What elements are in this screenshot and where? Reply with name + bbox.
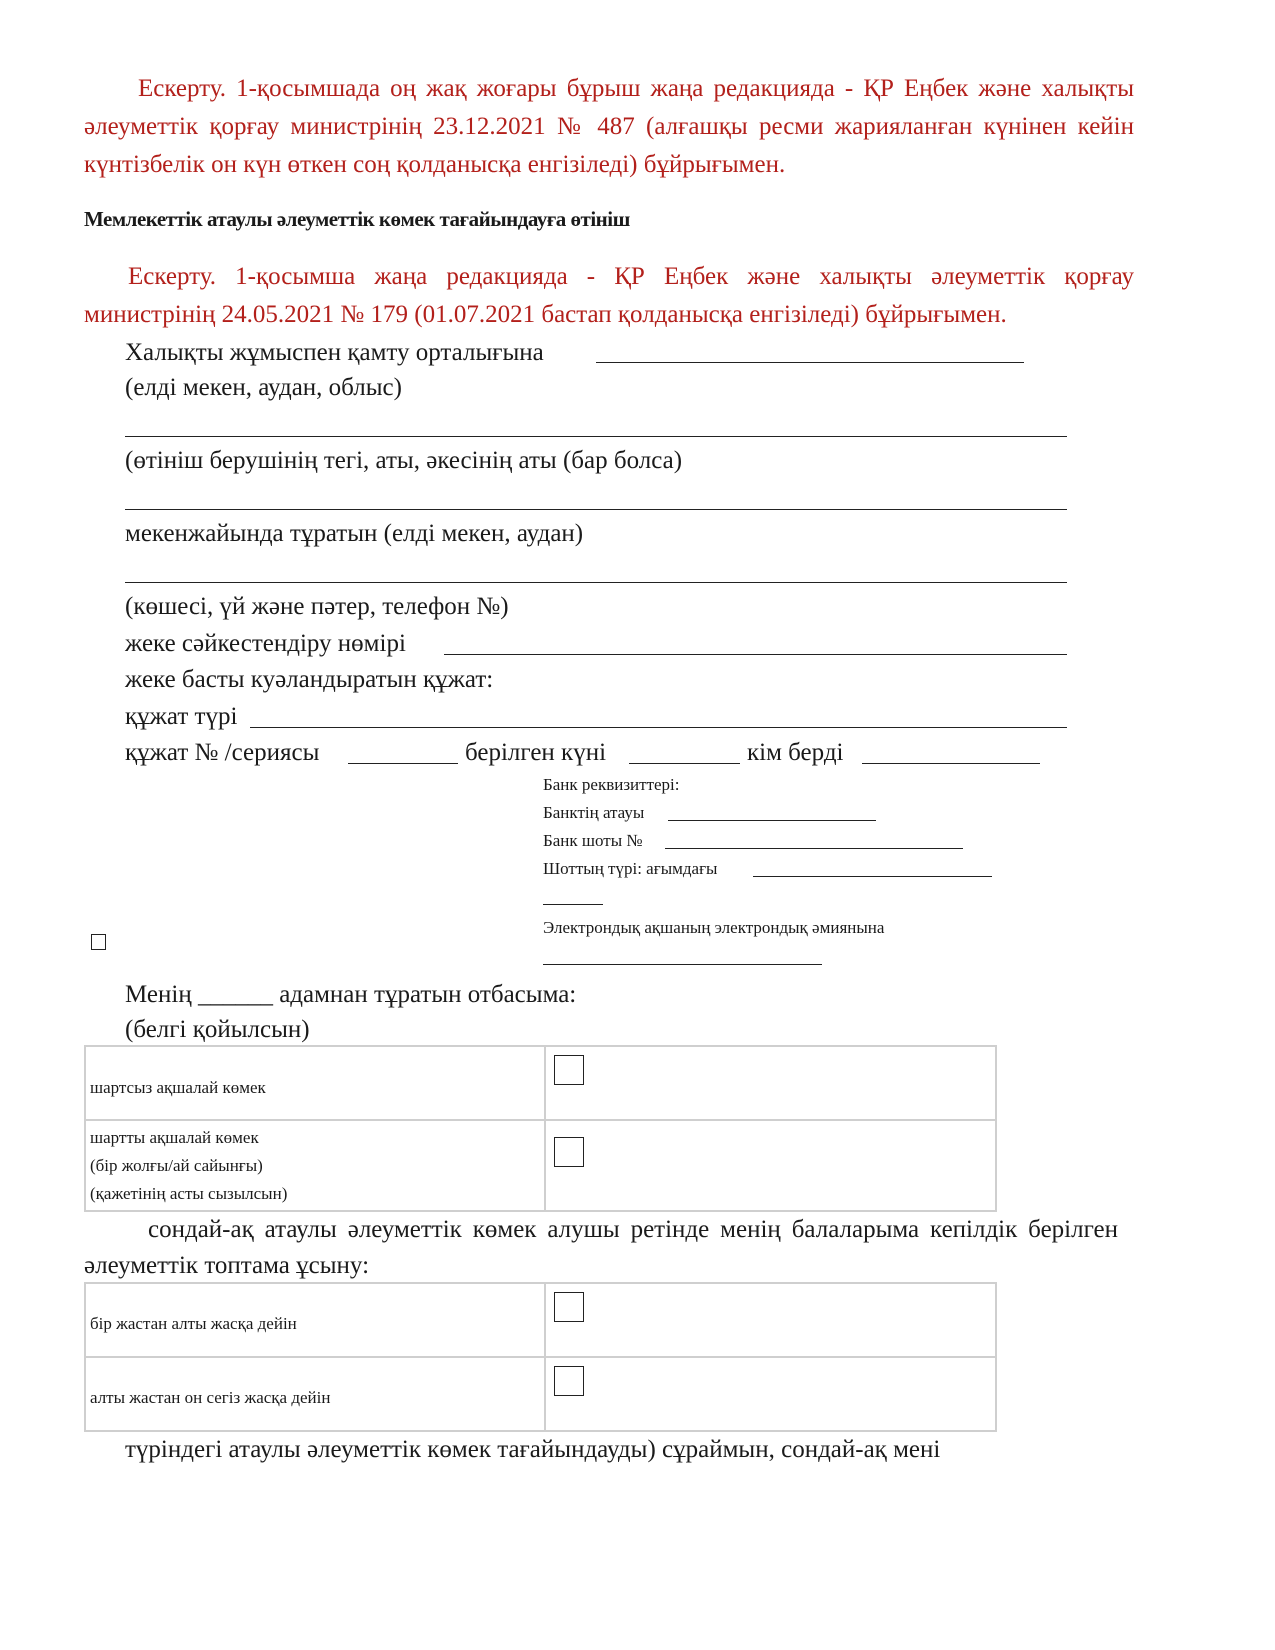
doc-number-label: құжат № /сериясы bbox=[125, 739, 320, 766]
applicant-name-field[interactable] bbox=[125, 436, 1067, 437]
account-field[interactable] bbox=[665, 848, 963, 849]
aid-option-label-line: (қажетінің асты сызылсын) bbox=[90, 1183, 288, 1203]
bank-name-field[interactable] bbox=[668, 820, 876, 821]
aid-option-label bbox=[85, 1046, 545, 1120]
ewallet-label: Электрондық ақшаның электрондық әмиянына bbox=[543, 918, 885, 937]
aid-option-label bbox=[85, 1120, 545, 1211]
address-field[interactable] bbox=[125, 509, 1067, 510]
closing-text: түріндегі атаулы әлеуметтік көмек тағайындауды) сұраймын, сондай-ақ мені bbox=[125, 1436, 941, 1463]
iin-label: жеке сәйкестендіру нөмірі bbox=[125, 630, 406, 657]
center-field[interactable] bbox=[596, 362, 1024, 363]
doc-type-label: құжат түрі bbox=[125, 703, 238, 730]
age-1-6-checkbox[interactable] bbox=[554, 1292, 584, 1322]
ewallet-field[interactable] bbox=[543, 964, 822, 965]
page-title: Мемлекеттік атаулы әлеуметтік көмек тағайындауға өтініш bbox=[84, 207, 630, 231]
amendment-note-2: Ескерту. 1-қосымша жаңа редакцияда - ҚР Еңбек және халықты әлеуметтік қорғау министрінің 24.05.2021 № 179 (01.07.2021 бастап қолданысқа енгізіледі) бұйрығымен. bbox=[84, 263, 1134, 328]
aid-option-label-line: шартсыз ақшалай көмек bbox=[90, 1078, 266, 1097]
doc-type-field[interactable] bbox=[250, 727, 1067, 728]
aid-option-row bbox=[85, 1120, 996, 1211]
age-options-table bbox=[84, 1282, 997, 1432]
age-option-label bbox=[85, 1357, 545, 1431]
bank-header: Банк реквизиттері: bbox=[543, 775, 680, 794]
aid-option-row bbox=[85, 1046, 996, 1120]
bank-name-label: Банктің атауы bbox=[543, 803, 645, 822]
aid-options-table bbox=[84, 1045, 997, 1212]
age-option-row bbox=[85, 1283, 996, 1357]
age-option-row bbox=[85, 1357, 996, 1431]
issue-date-field[interactable] bbox=[629, 763, 740, 764]
amendment-note-1: Ескерту. 1-қосымшада оң жақ жоғары бұрыш жаңа редакцияда - ҚР Еңбек және халықты әлеуметтік қорғау министрінің 23.12.2021 № 487 (алғашқы ресми жарияланған күнінен кейін күнтізбелік он күн өткен соң қолданысқа енгізіледі) бұйрығымен. bbox=[84, 75, 1134, 178]
ewallet-checkbox[interactable] bbox=[91, 934, 106, 950]
street-field[interactable] bbox=[125, 582, 1067, 583]
age-6-18-checkbox[interactable] bbox=[554, 1366, 584, 1396]
aid-option-check-cell bbox=[545, 1046, 996, 1120]
age-option-label-text: алты жастан он сегіз жасқа дейін bbox=[90, 1388, 331, 1407]
aid-option-label-line: шартты ақшалай көмек bbox=[90, 1127, 259, 1147]
unconditional-aid-checkbox[interactable] bbox=[554, 1055, 584, 1085]
account-type-label: Шоттың түрі: ағымдағы bbox=[543, 859, 718, 878]
family-hint: (белгі қойылсын) bbox=[125, 1016, 310, 1043]
doc-number-field[interactable] bbox=[348, 763, 458, 764]
center-label: Халықты жұмыспен қамту орталығына bbox=[125, 339, 544, 366]
aid-option-check-cell bbox=[545, 1120, 996, 1211]
iin-field[interactable] bbox=[444, 654, 1067, 655]
aid-option-label-line: (бір жолғы/ай сайынғы) bbox=[90, 1155, 263, 1175]
age-option-label-text: бір жастан алты жасқа дейін bbox=[90, 1314, 297, 1333]
kit-text: сондай-ақ атаулы әлеуметтік көмек алушы ретінде менің балаларыма кепілдік берілген әлеуметтік топтама ұсыну: bbox=[84, 1216, 1118, 1279]
document-label: жеке басты куәландыратын құжат: bbox=[125, 666, 494, 693]
issued-by-field[interactable] bbox=[862, 763, 1040, 764]
street-hint: (көшесі, үй және пәтер, телефон №) bbox=[125, 593, 509, 620]
account-label: Банк шоты № bbox=[543, 831, 643, 850]
account-type-field[interactable] bbox=[753, 876, 992, 877]
address-hint: мекенжайында тұратын (елді мекен, аудан) bbox=[125, 520, 584, 547]
account-type-field-cont[interactable] bbox=[543, 904, 603, 905]
name-hint: (өтініш берушінің тегі, аты, әкесінің аты (бар болса) bbox=[125, 447, 683, 474]
family-line: Менің ______ адамнан тұратын отбасыма: bbox=[125, 981, 577, 1008]
issued-by-label: кім берді bbox=[747, 739, 844, 766]
age-option-check-cell bbox=[545, 1283, 996, 1357]
age-option-label bbox=[85, 1283, 545, 1357]
location-hint: (елді мекен, аудан, облыс) bbox=[125, 374, 402, 401]
issue-date-label: берілген күні bbox=[465, 739, 607, 766]
conditional-aid-checkbox[interactable] bbox=[554, 1137, 584, 1167]
age-option-check-cell bbox=[545, 1357, 996, 1431]
